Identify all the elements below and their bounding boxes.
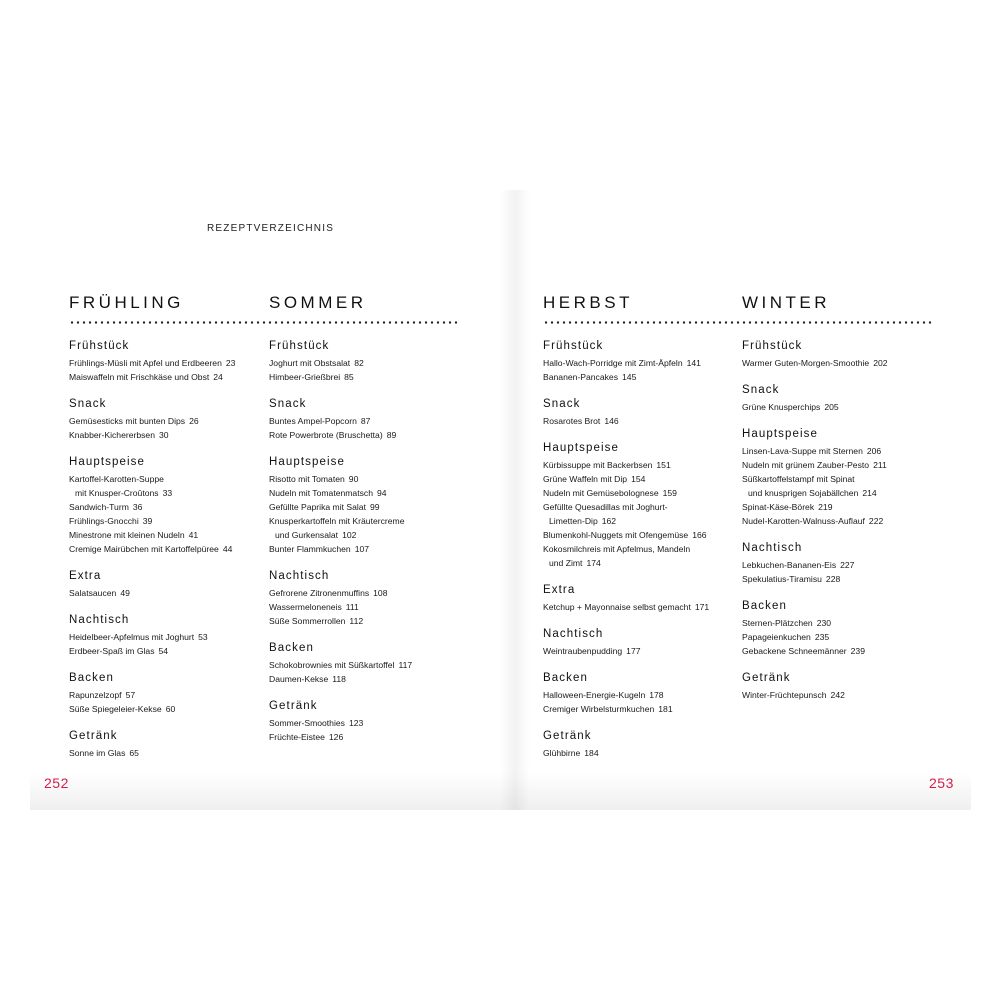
category-heading: Extra (543, 584, 576, 596)
category-heading: Backen (269, 642, 314, 654)
recipe-title: Cremiger Wirbelsturmkuchen (543, 704, 655, 714)
recipe-title: Süßkartoffelstampf mit Spinat (742, 474, 855, 484)
recipe-page-number: 85 (344, 372, 354, 382)
category-heading: Backen (742, 600, 787, 612)
recipe-title: mit Knusper-Croûtons (75, 488, 159, 498)
recipe-page-number: 151 (656, 460, 671, 470)
page-header-title: REZEPTVERZEICHNIS (207, 223, 335, 234)
recipe-entry (742, 500, 942, 514)
recipe-page-number: 111 (345, 602, 359, 612)
recipe-page-number: 107 (354, 544, 370, 554)
recipe-page-number: 154 (631, 474, 646, 484)
recipe-entry (69, 702, 269, 716)
recipe-entry (269, 716, 469, 730)
recipe-page-number: 39 (142, 516, 153, 526)
recipe-page-number: 146 (604, 416, 619, 426)
category-heading: Frühstück (69, 340, 130, 352)
recipe-entry (543, 472, 743, 486)
recipe-title: Gefüllte Quesadillas mit Joghurt- (543, 502, 668, 512)
recipe-title: Winter-Früchtepunsch (742, 690, 827, 700)
category-heading: Snack (543, 398, 581, 410)
recipe-title: Gefrorene Zitronenmuffins (269, 588, 370, 598)
recipe-page-number: 228 (825, 574, 841, 584)
recipe-page-number: 53 (198, 632, 208, 642)
recipe-entry (543, 702, 743, 716)
recipe-title: Schokobrownies mit Süßkartoffel (269, 660, 395, 670)
recipe-title: Spinat-Käse-Börek (742, 502, 815, 512)
page-number-right: 253 (929, 775, 954, 791)
recipe-entry (543, 370, 743, 384)
recipe-title: Erdbeer-Spaß im Glas (69, 646, 155, 656)
category-heading: Hauptspeise (269, 456, 346, 468)
recipe-entry (742, 572, 942, 586)
recipe-entry (742, 458, 942, 472)
recipe-page-number: 174 (586, 558, 601, 568)
category-heading: Nachtisch (543, 628, 604, 640)
recipe-page-number: 54 (158, 646, 169, 656)
recipe-title: Sonne im Glas (69, 748, 126, 758)
recipe-page-number: 44 (222, 544, 233, 554)
category-heading: Hauptspeise (543, 442, 620, 454)
recipe-title: Gemüsesticks mit bunten Dips (69, 416, 186, 426)
recipe-entry (69, 356, 269, 370)
recipe-title: Süße Spiegeleier-Kekse (69, 704, 162, 714)
recipe-page-number: 162 (601, 516, 617, 526)
season-column-summer (269, 338, 469, 744)
recipe-entry (69, 542, 269, 556)
season-column-spring (69, 338, 269, 760)
recipe-entry (269, 370, 469, 384)
recipe-title: Sternen-Plätzchen (742, 618, 813, 628)
recipe-page-number: 89 (386, 430, 397, 440)
recipe-page-number: 141 (686, 358, 701, 368)
recipe-title: Rosarotes Brot (543, 416, 601, 426)
recipe-title: Minestrone mit kleinen Nudeln (69, 530, 185, 540)
category-heading: Hauptspeise (742, 428, 819, 440)
recipe-page-number: 126 (328, 732, 344, 742)
recipe-entry (269, 486, 469, 500)
recipe-page-number: 112 (349, 616, 364, 626)
recipe-title: Glühbirne (543, 748, 581, 758)
recipe-title: Gebackene Schneemänner (742, 646, 847, 656)
category-heading: Extra (69, 570, 102, 582)
recipe-page-number: 23 (225, 358, 236, 368)
recipe-title: Sommer-Smoothies (269, 718, 345, 728)
recipe-entry (69, 746, 269, 760)
recipe-title: Bananen-Pancakes (543, 372, 619, 382)
recipe-title: und Gurkensalat (275, 530, 339, 540)
recipe-title: Ketchup + Mayonnaise selbst gemacht (543, 602, 691, 612)
recipe-title: Rapunzelzopf (69, 690, 122, 700)
recipe-entry (269, 586, 469, 600)
recipe-page-number: 205 (824, 402, 839, 412)
recipe-page-number: 117 (398, 660, 413, 670)
recipe-page-number: 65 (129, 748, 139, 758)
recipe-title: Süße Sommerrollen (269, 616, 346, 626)
recipe-title: Hallo-Wach-Porridge mit Zimt-Äpfeln (543, 358, 683, 368)
recipe-page-number: 118 (332, 674, 346, 684)
recipe-page-number: 242 (830, 690, 845, 700)
recipe-title: Joghurt mit Obstsalat (269, 358, 351, 368)
recipe-title: Sandwich-Turm (69, 502, 129, 512)
recipe-entry (269, 542, 469, 556)
recipe-entry (269, 528, 469, 542)
category-heading: Snack (742, 384, 780, 396)
recipe-title: Grüne Knusperchips (742, 402, 821, 412)
recipe-title: Nudeln mit grünem Zauber-Pesto (742, 460, 870, 470)
recipe-entry (543, 556, 743, 570)
recipe-title: Limetten-Dip (549, 516, 598, 526)
recipe-entry (269, 500, 469, 514)
recipe-entry (69, 630, 269, 644)
recipe-page-number: 166 (692, 530, 707, 540)
recipe-entry (269, 600, 469, 614)
recipe-entry (742, 616, 942, 630)
recipe-title: Gefüllte Paprika mit Salat (269, 502, 366, 512)
recipe-page-number: 60 (165, 704, 176, 714)
recipe-entry (69, 528, 269, 542)
recipe-title: Knabber-Kichererbsen (69, 430, 155, 440)
recipe-entry (69, 414, 269, 428)
recipe-entry (742, 356, 942, 370)
recipe-entry (543, 514, 743, 528)
category-heading: Frühstück (742, 340, 803, 352)
recipe-title: Grüne Waffeln mit Dip (543, 474, 628, 484)
recipe-title: Wassermeloneneis (269, 602, 342, 612)
recipe-page-number: 82 (354, 358, 364, 368)
recipe-page-number: 102 (342, 530, 357, 540)
recipe-entry (69, 688, 269, 702)
recipe-page-number: 33 (162, 488, 173, 498)
recipe-page-number: 171 (694, 602, 710, 612)
recipe-entry (69, 428, 269, 442)
recipe-entry (269, 428, 469, 442)
book-gutter (500, 190, 530, 810)
recipe-title: Warmer Guten-Morgen-Smoothie (742, 358, 870, 368)
recipe-title: Frühlings-Müsli mit Apfel und Erdbeeren (69, 358, 222, 368)
recipe-page-number: 219 (818, 502, 833, 512)
season-title-spring: FRÜHLING (69, 293, 184, 312)
recipe-page-number: 230 (816, 618, 832, 628)
recipe-page-number: 206 (866, 446, 882, 456)
recipe-title: Linsen-Lava-Suppe mit Sternen (742, 446, 863, 456)
recipe-entry (269, 414, 469, 428)
recipe-entry (269, 614, 469, 628)
recipe-page-number: 177 (626, 646, 641, 656)
recipe-entry (742, 472, 942, 486)
recipe-title: Lebkuchen-Bananen-Eis (742, 560, 837, 570)
recipe-entry (543, 486, 743, 500)
recipe-entry (742, 514, 942, 528)
recipe-title: und Zimt (549, 558, 583, 568)
recipe-entry (269, 730, 469, 744)
recipe-entry (742, 400, 942, 414)
recipe-entry (742, 558, 942, 572)
recipe-title: und knusprigen Sojabällchen (748, 488, 859, 498)
recipe-title: Weintraubenpudding (543, 646, 623, 656)
recipe-title: Blumenkohl-Nuggets mit Ofengemüse (543, 530, 689, 540)
recipe-entry (742, 688, 942, 702)
recipe-entry (269, 658, 469, 672)
recipe-entry (269, 356, 469, 370)
recipe-title: Kürbissuppe mit Backerbsen (543, 460, 653, 470)
recipe-title: Risotto mit Tomaten (269, 474, 345, 484)
recipe-title: Rote Powerbrote (Bruschetta) (269, 430, 383, 440)
recipe-entry (742, 630, 942, 644)
category-heading: Snack (269, 398, 307, 410)
recipe-page-number: 90 (348, 474, 359, 484)
recipe-entry (69, 500, 269, 514)
recipe-page-number: 108 (373, 588, 388, 598)
recipe-title: Maiswaffeln mit Frischkäse und Obst (69, 372, 210, 382)
category-heading: Frühstück (269, 340, 330, 352)
recipe-title: Heidelbeer-Apfelmus mit Joghurt (69, 632, 195, 642)
recipe-page-number: 99 (369, 502, 380, 512)
recipe-title: Spekulatius-Tiramisu (742, 574, 822, 584)
category-heading: Backen (69, 672, 114, 684)
recipe-entry (543, 644, 743, 658)
recipe-page-number: 181 (658, 704, 673, 714)
season-title-summer: SOMMER (269, 293, 367, 312)
recipe-title: Halloween-Energie-Kugeln (543, 690, 646, 700)
dotted-divider-right (543, 321, 933, 324)
recipe-entry (269, 672, 469, 686)
recipe-entry (543, 528, 743, 542)
recipe-title: Cremige Mairübchen mit Kartoffelpüree (69, 544, 219, 554)
recipe-page-number: 30 (159, 430, 169, 440)
season-column-autumn (543, 338, 743, 760)
dotted-divider-left (69, 321, 459, 324)
recipe-entry (269, 472, 469, 486)
recipe-page-number: 41 (188, 530, 199, 540)
recipe-entry (543, 542, 743, 556)
recipe-entry (543, 746, 743, 760)
page-number-left: 252 (44, 775, 69, 791)
category-heading: Frühstück (543, 340, 604, 352)
recipe-entry (742, 444, 942, 458)
recipe-page-number: 57 (125, 690, 136, 700)
recipe-title: Kartoffel-Karotten-Suppe (69, 474, 164, 484)
recipe-page-number: 26 (189, 416, 199, 426)
recipe-page-number: 94 (376, 488, 387, 498)
category-heading: Nachtisch (742, 542, 803, 554)
category-heading: Getränk (269, 700, 318, 712)
recipe-entry (543, 600, 743, 614)
recipe-page-number: 24 (213, 372, 223, 382)
recipe-page-number: 222 (868, 516, 884, 526)
recipe-page-number: 49 (120, 588, 130, 598)
recipe-entry (269, 514, 469, 528)
recipe-page-number: 159 (662, 488, 677, 498)
recipe-entry (69, 486, 269, 500)
recipe-entry (543, 356, 743, 370)
recipe-entry (69, 370, 269, 384)
season-title-autumn: HERBST (543, 293, 633, 312)
category-heading: Getränk (543, 730, 592, 742)
recipe-title: Daumen-Kekse (269, 674, 329, 684)
category-heading: Nachtisch (269, 570, 330, 582)
category-heading: Snack (69, 398, 107, 410)
recipe-entry (543, 458, 743, 472)
category-heading: Hauptspeise (69, 456, 146, 468)
recipe-entry (69, 514, 269, 528)
recipe-page-number: 145 (622, 372, 637, 382)
recipe-entry (543, 688, 743, 702)
recipe-entry (543, 500, 743, 514)
category-heading: Backen (543, 672, 588, 684)
recipe-page-number: 239 (850, 646, 865, 656)
recipe-title: Kokosmilchreis mit Apfelmus, Mandeln (543, 544, 691, 554)
recipe-page-number: 202 (873, 358, 888, 368)
recipe-entry (543, 414, 743, 428)
recipe-entry (69, 472, 269, 486)
recipe-page-number: 184 (584, 748, 599, 758)
season-column-winter (742, 338, 942, 702)
recipe-page-number: 227 (840, 560, 855, 570)
recipe-title: Salatsaucen (69, 588, 117, 598)
recipe-title: Knusperkartoffeln mit Kräutercreme (269, 516, 405, 526)
recipe-page-number: 123 (348, 718, 364, 728)
recipe-title: Papageienkuchen (742, 632, 811, 642)
recipe-title: Nudeln mit Gemüsebolognese (543, 488, 659, 498)
recipe-entry (742, 644, 942, 658)
recipe-title: Frühlings-Gnocchi (69, 516, 139, 526)
recipe-page-number: 211 (873, 460, 887, 470)
category-heading: Getränk (69, 730, 118, 742)
recipe-title: Bunter Flammkuchen (269, 544, 351, 554)
recipe-page-number: 36 (132, 502, 143, 512)
recipe-title: Buntes Ampel-Popcorn (269, 416, 357, 426)
recipe-page-number: 214 (862, 488, 877, 498)
recipe-page-number: 178 (649, 690, 664, 700)
recipe-title: Nudeln mit Tomatenmatsch (269, 488, 373, 498)
category-heading: Nachtisch (69, 614, 130, 626)
recipe-page-number: 235 (814, 632, 830, 642)
recipe-title: Früchte-Eistee (269, 732, 325, 742)
recipe-title: Himbeer-Grießbrei (269, 372, 341, 382)
recipe-title: Nudel-Karotten-Walnuss-Auflauf (742, 516, 865, 526)
recipe-entry (742, 486, 942, 500)
season-title-winter: WINTER (742, 293, 831, 312)
recipe-entry (69, 644, 269, 658)
recipe-entry (69, 586, 269, 600)
recipe-page-number: 87 (360, 416, 371, 426)
category-heading: Getränk (742, 672, 791, 684)
